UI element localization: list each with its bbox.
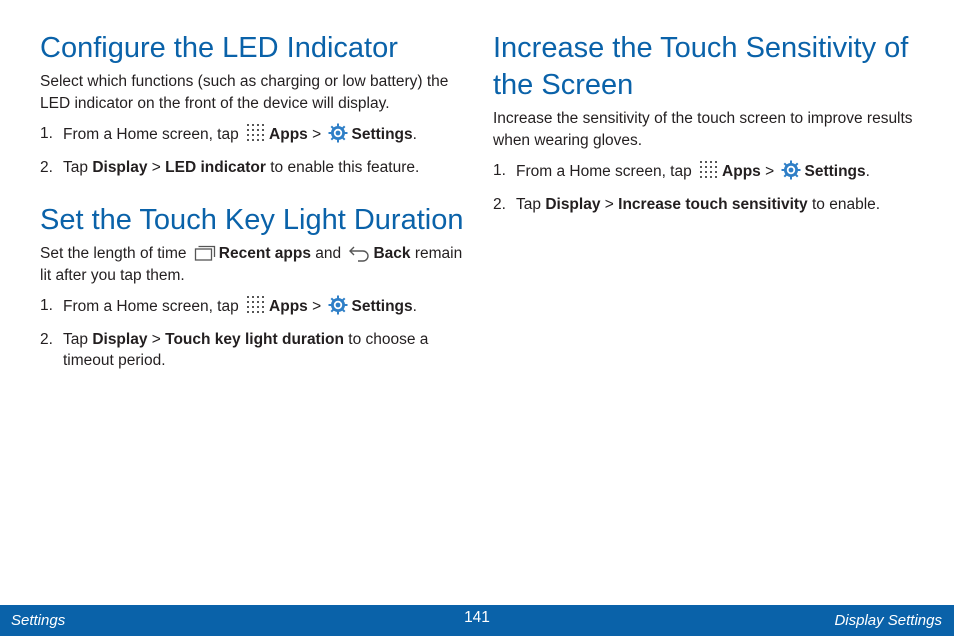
- step-text: From a Home screen, tap: [63, 126, 239, 143]
- page-number: 141: [464, 609, 490, 626]
- step-bold: Apps: [269, 298, 308, 315]
- back-icon: [348, 244, 370, 262]
- recent-apps-icon: [194, 244, 216, 262]
- step-text: to enable this feature.: [270, 158, 420, 176]
- step-bold: LED indicator: [165, 158, 266, 176]
- step-text: .: [865, 163, 870, 180]
- footer-section: Display Settings: [834, 612, 942, 629]
- steps-list: [40, 123, 465, 178]
- step-separator: >: [312, 298, 322, 315]
- section-title: Configure the LED Indicator: [40, 32, 398, 64]
- step-text: Tap: [63, 158, 88, 176]
- footer-chapter: Settings: [11, 612, 66, 629]
- apps-icon: [246, 123, 266, 143]
- intro-bold: Back: [373, 245, 411, 262]
- steps-list: [40, 295, 465, 372]
- section-intro: [40, 243, 465, 286]
- left-column: [40, 30, 465, 383]
- step-item: [40, 157, 465, 179]
- step-number: 2.: [493, 195, 506, 213]
- step-text: From a Home screen, tap: [63, 298, 239, 315]
- step-separator: >: [151, 158, 161, 176]
- step-bold: Increase touch sensitivity: [618, 195, 808, 213]
- step-bold: Display: [92, 158, 148, 176]
- step-item: [493, 160, 923, 183]
- intro-bold: Recent apps: [218, 245, 311, 262]
- step-text: Tap: [516, 195, 541, 213]
- step-separator: >: [312, 126, 322, 143]
- settings-gear-icon: [781, 160, 801, 180]
- step-item: [493, 194, 923, 216]
- intro-text: remain lit after you tap them.: [40, 245, 463, 284]
- step-number: 2.: [40, 330, 53, 348]
- steps-list: [493, 160, 923, 215]
- step-bold: Touch key light duration: [165, 330, 344, 348]
- step-bold: Settings: [351, 298, 413, 315]
- step-item: [40, 123, 465, 146]
- step-bold: Settings: [804, 163, 866, 180]
- page-footer: [0, 605, 954, 636]
- step-bold: Apps: [269, 126, 308, 143]
- step-item: [40, 295, 465, 318]
- section-touch-key-light: [40, 202, 465, 372]
- apps-icon: [246, 295, 266, 315]
- step-text: Tap: [63, 330, 88, 348]
- right-column: [493, 30, 923, 226]
- section-title: Set the Touch Key Light Duration: [40, 204, 464, 236]
- intro-text: Set the length of time: [40, 245, 187, 262]
- step-number: 1.: [40, 297, 53, 314]
- step-text: .: [412, 126, 417, 143]
- step-separator: >: [604, 195, 614, 213]
- step-separator: >: [151, 330, 161, 348]
- step-number: 1.: [40, 125, 53, 142]
- settings-gear-icon: [328, 295, 348, 315]
- section-intro: Select which functions (such as charging or low battery) the LED indicator on the front of the device will display.: [40, 73, 449, 112]
- step-separator: >: [765, 163, 775, 180]
- step-bold: Display: [92, 330, 148, 348]
- step-bold: Display: [545, 195, 601, 213]
- step-bold: Settings: [351, 126, 413, 143]
- settings-gear-icon: [328, 123, 348, 143]
- section-title: Increase the Touch Sensitivity of the Screen: [493, 32, 909, 101]
- apps-icon: [699, 160, 719, 180]
- step-text: From a Home screen, tap: [516, 163, 692, 180]
- step-number: 1.: [493, 162, 506, 179]
- step-text: to choose a timeout period.: [63, 330, 429, 369]
- step-item: [40, 329, 465, 372]
- step-text: .: [412, 298, 417, 315]
- intro-text: and: [315, 245, 342, 262]
- section-intro: Increase the sensitivity of the touch screen to improve results when wearing gloves.: [493, 110, 913, 149]
- step-number: 2.: [40, 158, 53, 176]
- step-bold: Apps: [722, 163, 761, 180]
- step-text: to enable.: [811, 195, 881, 213]
- section-touch-sensitivity: [493, 30, 923, 215]
- section-led-indicator: [40, 30, 465, 178]
